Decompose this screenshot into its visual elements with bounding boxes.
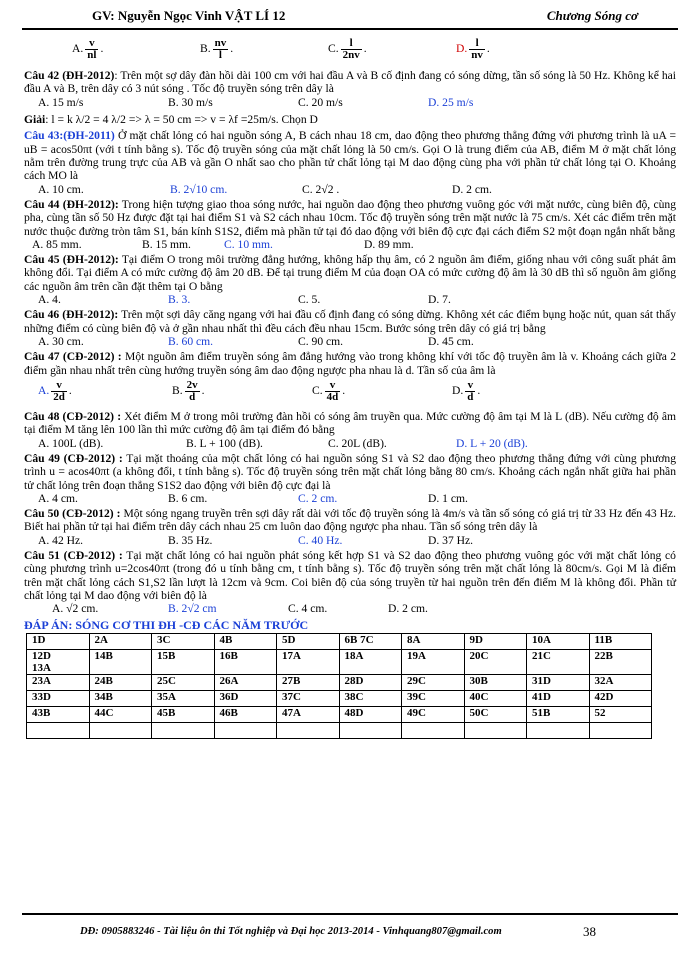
answer-cell: 22B (589, 650, 652, 675)
answer-cell: 42D (589, 691, 652, 707)
question-45: Câu 45 (ĐH-2012): Tại điểm O trong môi trường đẳng hướng, không hấp thụ âm, có 2 nguồn âm điểm, giống nhau với công suất phát âm không đổi. Tại điểm A có mức cường độ âm 20 dB. Để tại trung điểm M của đoạn OA có mức cường độ âm là 30 dB thì số nguồn âm giống các nguồn âm trên cần đặt thêm tại O bằng (24, 253, 676, 293)
answer-cell: 25C (152, 675, 215, 691)
answer-cell (277, 723, 340, 739)
q47-option-a: A. $\frac{v}{2d}$ . (38, 379, 72, 404)
answer-cell: 32A (589, 675, 652, 691)
answer-row (27, 634, 652, 650)
answer-row (27, 723, 652, 739)
question-50-options: A. 42 Hz. B. 35 Hz. C. 40 Hz. D. 37 Hz. (38, 533, 474, 547)
answer-cell: 6B 7C (339, 634, 402, 650)
answer-cell: 29C (402, 675, 465, 691)
question-49: Câu 49 (CĐ-2012) : Tại mặt thoáng của một chất lỏng có hai nguồn sóng S1 và S2 dao động theo phương thẳng đứng với cùng phương trình u = acos40πt (a không đổi, t tính bằng s). Tốc độ truyền sóng trên mặt chất lỏng bằng 80 cm/s. Khoảng cách ngắn nhất giữa hai phần tử chất lỏng trên đoạn thẳng S1S2 dao động với biên độ cực đại là (24, 451, 676, 492)
answer-cell (464, 723, 527, 739)
question-48: Câu 48 (CĐ-2012) : Xét điểm M ở trong môi trường đàn hồi có sóng âm truyền qua. Mức cường độ âm tại M là L (dB). Nếu cường độ âm tại điểm M tăng lên 100 lần thì mức cường độ âm tại điểm đó bằng (24, 409, 676, 437)
answer-cell: 34B (89, 691, 152, 707)
answer-cell (89, 723, 152, 739)
answer-cell: 14B (89, 650, 152, 675)
answer-cell: 33D (27, 691, 90, 707)
answer-cell: 50C (464, 707, 527, 723)
answer-cell: 41D (527, 691, 590, 707)
answer-cell: 20C (464, 650, 527, 675)
answer-cell: 21C (527, 650, 590, 675)
footer-rule (22, 913, 678, 915)
question-51-options: A. √2 cm. B. 2√2 cm C. 4 cm. D. 2 cm. (52, 602, 428, 616)
answer-cell: 27B (277, 675, 340, 691)
answer-cell: 19A (402, 650, 465, 675)
answer-cell: 39C (402, 691, 465, 707)
answer-cell: 23A (27, 675, 90, 691)
q47-option-d: D. $\frac{v}{d}$ . (452, 379, 481, 404)
top-option-b: B. $\frac{nv}{l}$ . (200, 36, 234, 61)
answer-cell (152, 723, 215, 739)
footer-text: DĐ: 0905883246 - Tài liệu ôn thi Tốt nghiệp và Đại học 2013-2014 - Vinhquang807@gmail.com (80, 926, 502, 937)
top-option-a: A. $\frac{v}{nl}$ . (72, 36, 104, 61)
answer-cell: 43B (27, 707, 90, 723)
top-option-c: C. $\frac{l}{2nv}$ . (328, 36, 367, 61)
content (24, 38, 676, 739)
question-44-options: A. 85 mm. B. 15 mm. C. 10 mm. D. 89 mm. (32, 238, 414, 252)
solution-42: Giải: l = k λ/2 = 4 λ/2 => λ = 50 cm => v = λf =25m/s. Chọn D (24, 112, 318, 126)
answer-row (27, 707, 652, 723)
answer-cell: 28D (339, 675, 402, 691)
answer-cell: 52 (589, 707, 652, 723)
header-left: GV: Nguyễn Ngọc Vinh VẬT LÍ 12 (92, 8, 286, 23)
top-options (72, 32, 676, 66)
answer-cell: 17A (277, 650, 340, 675)
question-45-options: A. 4. B. 3. C. 5. D. 7. (38, 293, 451, 307)
answer-cell: 18A (339, 650, 402, 675)
answer-cell: 4B (214, 634, 277, 650)
answer-cell: 49C (402, 707, 465, 723)
answer-cell (27, 723, 90, 739)
answer-cell (527, 723, 590, 739)
answer-cell: 5D (277, 634, 340, 650)
answer-cell: 3C (152, 634, 215, 650)
answers-title: ĐÁP ÁN: SÓNG CƠ THI ĐH -CĐ CÁC NĂM TRƯỚC (24, 618, 309, 633)
question-49-options: A. 4 cm. B. 6 cm. C. 2 cm. D. 1 cm. (38, 491, 468, 505)
header-right: Chương Sóng cơ (546, 8, 638, 23)
answer-cell (589, 723, 652, 739)
answer-cell: 16B (214, 650, 277, 675)
question-48-options: A. 100L (dB). B. L + 100 (dB). C. 20L (dB). D. L + 20 (dB). (38, 436, 528, 450)
answer-table-body (27, 634, 652, 739)
answer-cell: 2A (89, 634, 152, 650)
answer-cell (339, 723, 402, 739)
question-46: Câu 46 (ĐH-2012): Trên một sợi dây căng ngang với hai đầu cố định đang có sóng dừng. Không xét các điểm bụng hoặc nút, quan sát thấy những điểm có cùng biên độ và ở gần nhau nhất thì đều cách đều nhau 15cm. Bước sóng trên dây có giá trị bằng (24, 308, 677, 335)
question-42-options: A. 15 m/s B. 30 m/s C. 20 m/s D. 25 m/s (38, 95, 474, 109)
answer-cell (402, 723, 465, 739)
question-44: Câu 44 (ĐH-2012): Trong hiện tượng giao thoa sóng nước, hai nguồn dao động theo phương vuông góc với mặt nước, cùng biên độ, cùng pha, cùng tần số 50 Hz được đặt tại hai điểm S1 và S2 cách nhau 10cm. Tốc độ truyền sóng trên mặt nước là 75 cm/s. Xét các điểm trên mặt nước thuộc đường tròn tâm S1, bán kính S1S2, điểm mà phần tử tại đó dao động với biên độ cực đại cách điểm S2 một đoạn ngắn nhất bằng (24, 197, 676, 238)
question-43-options: A. 10 cm. B. 2√10 cm. C. 2√2 . D. 2 cm. (38, 182, 492, 196)
answer-cell: 48D (339, 707, 402, 723)
q47-option-b: B. $\frac{2v}{d}$ . (172, 379, 205, 404)
q47-option-c: C. $\frac{v}{4d}$ . (312, 379, 346, 404)
answer-table (26, 633, 652, 739)
top-option-d: D. $\frac{l}{nv}$ . (456, 36, 490, 61)
page-number: 38 (583, 924, 596, 939)
answer-cell: 15B (152, 650, 215, 675)
answer-cell: 37C (277, 691, 340, 707)
answer-cell: 45B (152, 707, 215, 723)
question-50: Câu 50 (CĐ-2012) : Một sóng ngang truyền trên sợi dây rất dài với tốc độ truyền sóng là 4m/s và tần số sóng có giá trị từ 33 Hz đến 43 Hz. Biết hai phần tử tại hai điểm trên dây cách nhau 25 cm luôn dao động ngược pha nhau. Tần số sóng trên dây là (24, 506, 676, 534)
question-47-options (38, 377, 676, 407)
answer-cell: 26A (214, 675, 277, 691)
answer-cell: 35A (152, 691, 215, 707)
answer-cell: 46B (214, 707, 277, 723)
answer-cell (214, 723, 277, 739)
answer-cell: 31D (527, 675, 590, 691)
answer-cell: 47A (277, 707, 340, 723)
answer-row (27, 691, 652, 707)
answer-cell: 11B (589, 634, 652, 650)
answer-cell: 44C (89, 707, 152, 723)
question-47: Câu 47 (CĐ-2012) : Một nguồn âm điểm truyền sóng âm đẳng hướng vào trong không khí với tốc độ truyền âm là v. Khoảng cách giữa 2 điểm gần nhau nhất trên cùng hướng truyền sóng âm dao động ngược pha nhau là d. Tần số của âm là (24, 350, 676, 377)
question-51: Câu 51 (CĐ-2012) : Tại mặt chất lỏng có hai nguồn phát sóng kết hợp S1 và S2 dao động theo phương vuông góc với mặt chất lỏng có cùng phương trình u=2cos40πt (trong đó u tính bằng cm, t tính bằng s). Tốc độ truyền sóng trên mặt chất lỏng là 80cm/s. Gọi M là điểm trên mặt chất lỏng cách S1,S2 lần lượt là 12cm và 9cm. Coi biên độ của sóng truyền từ hai nguồn trên đến điểm M là không đổi. Phần tử chất lỏng tại M dao động với biên độ là (24, 548, 676, 602)
answer-cell: 10A (527, 634, 590, 650)
answer-cell: 1D (27, 634, 90, 650)
question-43: Câu 43:(ĐH-2011) Ở mặt chất lỏng có hai nguồn sóng A, B cách nhau 18 cm, dao động theo phương thẳng đứng với phương trình là uA = uB = acos50πt (với t tính bằng s). Tốc độ truyền sóng của mặt chất lỏng là 50 cm/s. Gọi O là trung điểm của AB, điểm M ở mặt chất lỏng nằm trên đường trung trực của AB và gần O nhất sao cho phần tử chất lỏng tại M dao động cùng pha với phần tử chất lỏng tại O. Khoảng cách MO là (24, 129, 676, 183)
header (22, 6, 678, 26)
question-42: Câu 42 (ĐH-2012): Trên một sợ dây đàn hồi dài 100 cm với hai đầu A và B cố định đang có sóng dừng, tần số sóng là 50 Hz. Không kể hai đầu A và B, trên dây có 3 nút sóng . Tốc độ truyền sóng trên dây là (24, 69, 676, 96)
answer-cell: 38C (339, 691, 402, 707)
answer-cell: 51B (527, 707, 590, 723)
answer-cell: 40C (464, 691, 527, 707)
answer-row (27, 675, 652, 691)
answer-row (27, 650, 652, 675)
answer-cell: 9D (464, 634, 527, 650)
question-46-options: A. 30 cm. B. 60 cm. C. 90 cm. D. 45 cm. (38, 335, 474, 349)
answer-cell: 8A (402, 634, 465, 650)
answer-cell: 12D 13A (27, 650, 90, 675)
header-rule (22, 28, 678, 30)
answer-cell: 24B (89, 675, 152, 691)
answer-cell: 36D (214, 691, 277, 707)
answer-cell: 30B (464, 675, 527, 691)
